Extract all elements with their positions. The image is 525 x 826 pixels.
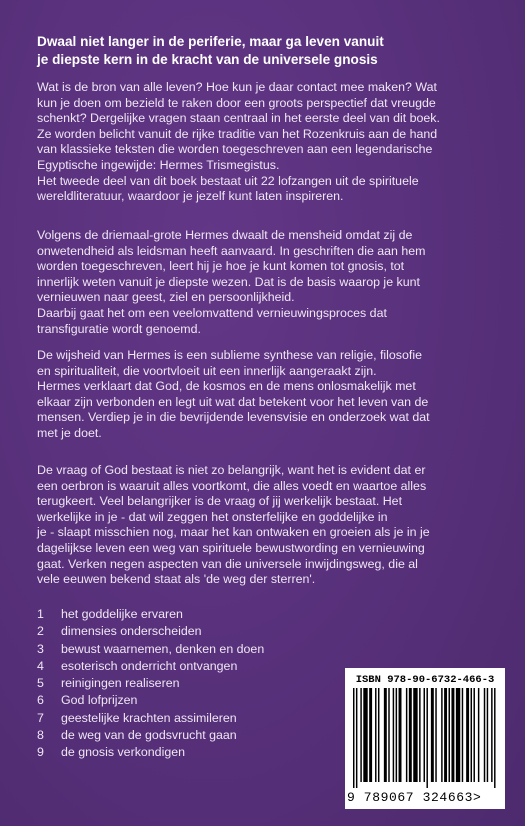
barcode-bar <box>478 688 479 782</box>
barcode-bar <box>353 688 354 788</box>
barcode-bar <box>491 688 492 782</box>
list-item-number: 9 <box>37 745 44 760</box>
list-item <box>37 727 337 744</box>
barcode-bar <box>384 688 387 782</box>
barcode-bar <box>399 688 402 782</box>
cover-heading: Dwaal niet langer in de periferie, maar ga leven vanuit je diepste kern in de kracht van de universele gnosis <box>37 34 384 67</box>
paragraph-1: Wat is de bron van alle leven? Hoe kun je daar contact mee maken? Wat kun je doen om bezield te raken door een groots perspectief dat vreugde schenkt? Dergelijke vragen staan centraal in het eerste deel van dit boek. Ze worden belicht vanuit de rijke traditie van het Rozenkruis aan de hand van klassieke teksten die worden toegeschreven aan een legendarische Egyptische ingewijde: Hermes Trismegistus. Het tweede deel van dit boek bestaat uit 22 lofzangen uit de spirituele wereldliteratuur, waardoor je jezelf kunt laten inspireren. <box>37 80 440 204</box>
list-item-number: 8 <box>37 728 44 743</box>
barcode-bar <box>413 688 417 782</box>
list-item <box>37 710 337 727</box>
ean-digits <box>347 790 503 805</box>
list-item <box>37 623 337 640</box>
list-item-number: 1 <box>37 607 44 621</box>
list-item-text: esoterisch onderricht ontvangen <box>61 658 238 673</box>
barcode-bar <box>419 688 420 782</box>
isbn-text: ISBN 978-90-6732-466-3 <box>355 674 495 686</box>
paragraph-3: De wijsheid van Hermes is een sublieme synthese van religie, filosofie en spiritualiteit, die voortvloeit uit een innerlijk aangeraakt zijn. Hermes verklaart dat God, de kosmos en de mens onlosmakelijk met elkaar zijn verbonden en legt uit wat dat betekent voor het leven van de mensen. Verdiep je in die bevrijdende levensvisie en onderzoek wat dat met je doet. <box>37 348 430 440</box>
barcode-bar <box>435 688 436 782</box>
list-item-number: 4 <box>37 658 44 673</box>
list-item-number: 7 <box>37 710 44 725</box>
list-item-text: God lofprijzen <box>61 693 138 708</box>
barcode-bar <box>462 688 463 782</box>
list-item <box>37 692 337 709</box>
barcode-bar <box>363 688 367 782</box>
barcode-bar <box>409 688 412 782</box>
ean-number: 9 789067 324663 <box>347 790 474 805</box>
barcode-bar <box>441 688 442 782</box>
paragraph-2: Volgens de driemaal-grote Hermes dwaalt de mensheid omdat zij de onwetendheid als leidsman heeft aanvaard. In geschriften die aan hem worden toegeschreven, leert hij je hoe je kunt komen tot gnosis, tot innerlijk weten vanuit je diepste wezen. Dat is de basis waarop je kunt vernieuwen naar geest, ziel en persoonlijkheid. Daarbij gaat het om een veelomvattend vernieuwingsproces dat transfiguratie wordt genoemd. <box>37 228 426 336</box>
list-item-text: dimensies onderscheiden <box>61 624 202 639</box>
barcode-bar <box>388 688 389 782</box>
barcode-bar <box>424 688 425 782</box>
barcode-bar <box>393 688 394 782</box>
barcode-bar <box>356 688 357 788</box>
barcode-bar <box>369 688 372 782</box>
barcode-bar <box>406 688 407 782</box>
list-item-text: bewust waarnemen, denken en doen <box>61 641 265 656</box>
list-item-number: 6 <box>37 693 44 708</box>
list-item <box>37 675 337 692</box>
barcode-bar <box>396 688 397 782</box>
barcode-bar <box>473 688 474 782</box>
barcode-bar <box>449 688 450 782</box>
ean-quiet-zone-marker: > <box>473 790 482 805</box>
barcode-bar <box>444 688 447 782</box>
barcode-bar <box>360 688 361 782</box>
barcode-bar <box>487 688 488 782</box>
list-item <box>37 606 337 623</box>
list-item <box>37 744 337 761</box>
barcode-bar <box>471 688 472 782</box>
barcode-bar <box>451 688 454 782</box>
barcode-bar <box>494 688 495 788</box>
barcode-bar <box>466 688 469 782</box>
list-item-number: 3 <box>37 641 44 656</box>
barcode-bar <box>378 688 379 782</box>
list-item-text: het goddelijke ervaren <box>61 607 183 621</box>
paragraph-4: De vraag of God bestaat is niet zo belangrijk, want het is evident dat er een oerbron is waaruit alles voortkomt, die alles voedt en waartoe alles terugkeert. Veel belangrijker is de vraag of jij werkelijk bestaat. Het werkelijke in je - dat wil zeggen het onsterfelijke en goddelijke in je - slaapt misschien nog, maar het kan ontwaken en groeien als je in je dagelijkse leven een weg van spirituele bewustwording en vernieuwing gaat. Verken negen aspecten van die universele inwijdingsweg, die al vele eeuwen bekend staat als 'de weg der sterren'. <box>37 463 430 587</box>
barcode-bar <box>456 688 460 782</box>
list-item-text: geestelijke krachten assimileren <box>61 710 237 725</box>
barcode-bar <box>375 688 376 782</box>
list-item-text: reinigingen realiseren <box>61 676 180 691</box>
barcode-icon <box>353 688 497 788</box>
isbn-barcode <box>345 668 505 809</box>
list-item-text: de weg van de godsvrucht gaan <box>61 728 237 743</box>
list-item-number: 5 <box>37 676 44 691</box>
list-item <box>37 658 337 675</box>
list-item <box>37 641 337 658</box>
list-item-number: 2 <box>37 624 44 639</box>
aspects-list <box>37 606 337 762</box>
barcode-bar <box>484 688 485 782</box>
list-item-text: de gnosis verkondigen <box>61 745 185 760</box>
barcode-bar <box>431 688 434 782</box>
barcode-bar <box>426 688 427 788</box>
